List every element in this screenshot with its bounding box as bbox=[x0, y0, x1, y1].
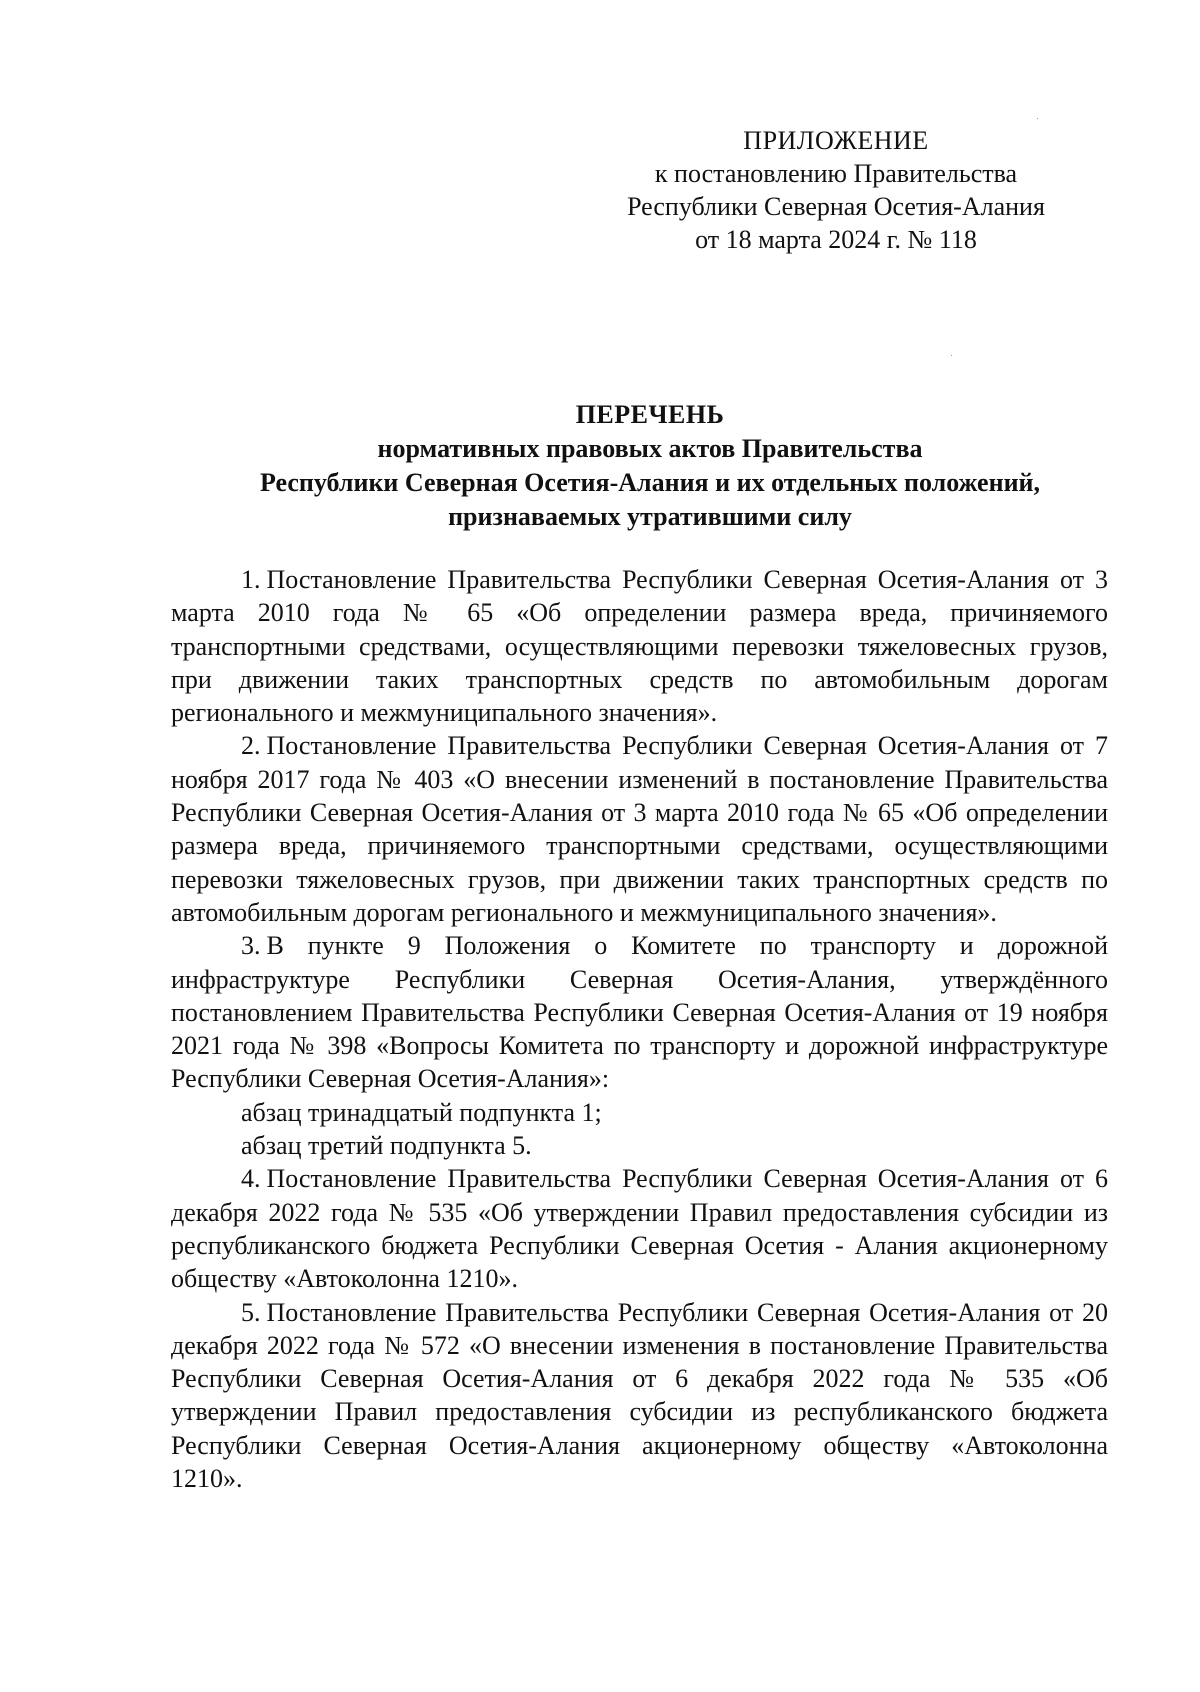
document-body bbox=[171, 563, 1108, 1495]
item-number: 1. bbox=[241, 565, 261, 594]
sub-paragraph: абзац третий подпункта 5. bbox=[241, 1131, 532, 1161]
item-number: 5. bbox=[241, 1297, 261, 1327]
item-number: 2. bbox=[241, 731, 261, 761]
heading-line-1: нормативных правовых актов Правительства bbox=[377, 434, 923, 463]
annex-republic-line: Республики Северная Осетия-Алания bbox=[627, 192, 1045, 221]
list-item bbox=[171, 929, 1108, 1095]
item-number: 4. bbox=[241, 1164, 261, 1194]
annex-date-number-line: от 18 марта 2024 г. № 118 bbox=[695, 225, 977, 254]
list-item bbox=[171, 563, 1108, 729]
heading-line-3: признаваемых утратившими силу bbox=[448, 502, 852, 531]
annex-block bbox=[606, 124, 1066, 256]
scan-speck bbox=[951, 355, 952, 356]
heading-line-2: Республики Северная Осетия-Алания и их отдельных положений, bbox=[259, 468, 1041, 497]
item-text: Постановление Правительства Республики Северная Осетия-Алания от 7 ноября 2017 года № 403 «О внесении изменений в постановление Правительства Республики Северная Осетия-Алания от 3 марта 2010 года № 65 «Об определении размера вреда, причиняемого транспортными средствами, осуществляющими перевозки тяжеловесных грузов, при движении таких транспортных средств по автомобильным дорогам регионального и межмуниципального значения». bbox=[171, 731, 1108, 927]
item-text: Постановление Правительства Республики Северная Осетия-Алания от 3 марта 2010 года № 65 «Об определении размера вреда, причиняемого транспортными средствами, осуществляющими перевозки тяжеловесных грузов, при движении таких транспортных средств по автомобильным дорогам регионального и межмуниципального значения». bbox=[171, 565, 1108, 728]
list-item bbox=[171, 1162, 1108, 1295]
list-item bbox=[171, 729, 1108, 929]
annex-title: ПРИЛОЖЕНИЕ bbox=[743, 126, 929, 155]
item-number: 3. bbox=[241, 931, 261, 961]
item-text: В пункте 9 Положения о Комитете по транспорту и дорожной инфраструктуре Республики Северная Осетия-Алания, утверждённого постановлением Правительства Республики Северная Осетия-Алания от 19 ноября 2021 года № 398 «Вопросы Комитета по транспорту и дорожной инфраструктуре Республики Северная Осетия-Алания»: bbox=[171, 931, 1108, 1094]
annex-reference-line: к постановлению Правительства bbox=[654, 159, 1018, 188]
sub-paragraph: абзац тринадцатый подпункта 1; bbox=[241, 1097, 602, 1127]
item-text: Постановление Правительства Республики Северная Осетия-Алания от 6 декабря 2022 года № 535 «Об утверждении Правил предоставления субсидии из республиканского бюджета Республики Северная Осетия - Алания акционерному обществу «Автоколонна 1210». bbox=[171, 1164, 1108, 1294]
list-item bbox=[171, 1296, 1108, 1496]
scan-speck bbox=[1037, 118, 1038, 119]
heading-title: ПЕРЕЧЕНЬ bbox=[575, 400, 725, 429]
document-heading bbox=[120, 398, 1180, 534]
item-text: Постановление Правительства Республики Северная Осетия-Алания от 20 декабря 2022 года № 572 «О внесении изменения в постановление Правительства Республики Северная Осетия-Алания от 6 декабря 2022 года № 535 «Об утверждении Правил предоставления субсидии из республиканского бюджета Республики Северная Осетия-Алания акционерному обществу «Автоколонна 1210». bbox=[171, 1297, 1108, 1494]
